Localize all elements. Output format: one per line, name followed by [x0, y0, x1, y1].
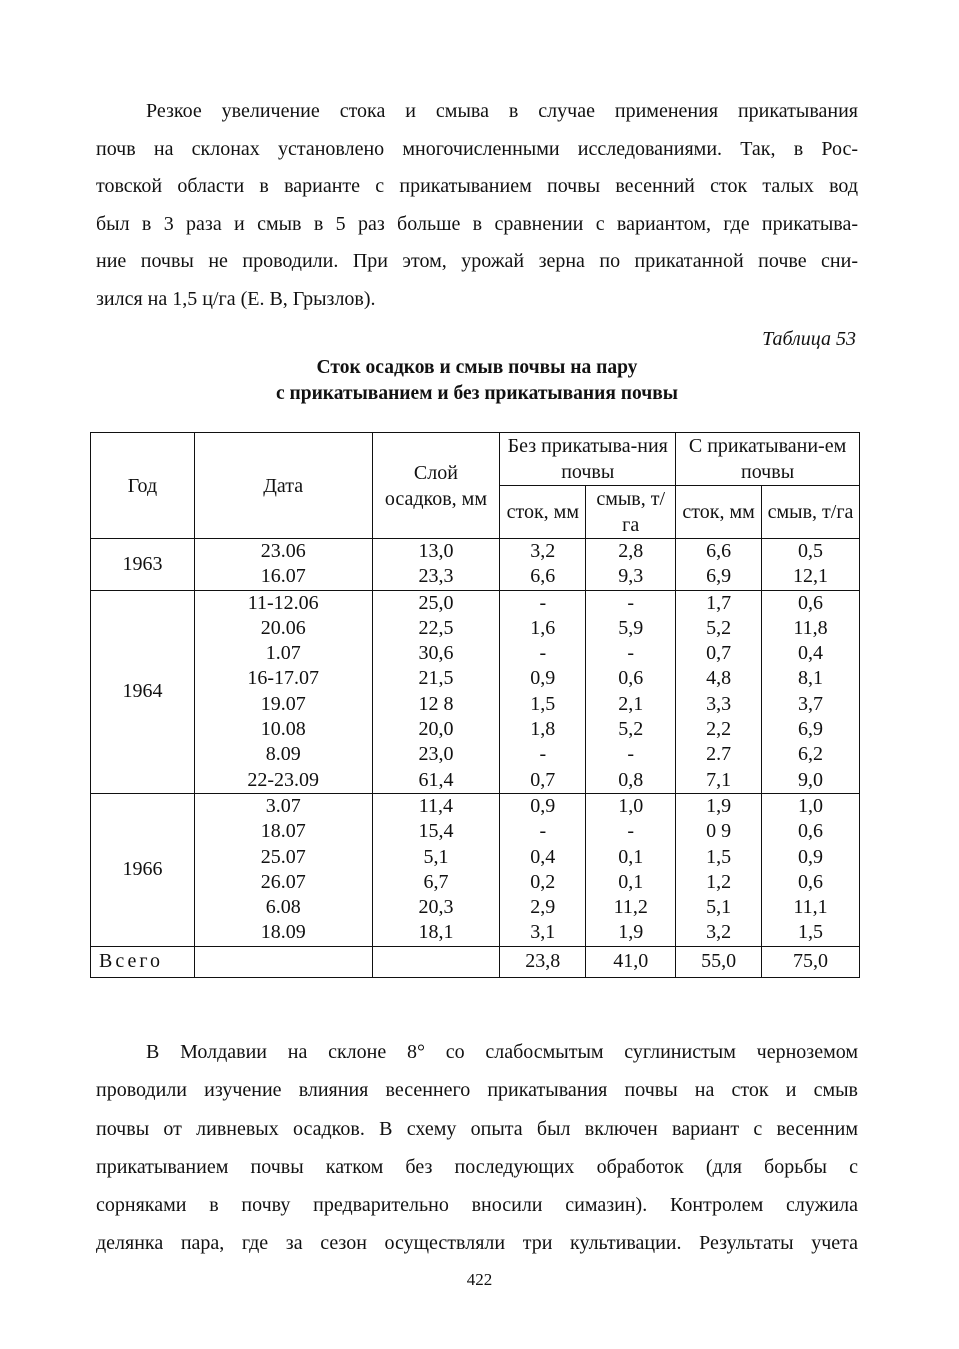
- total-empty: [372, 946, 500, 977]
- paragraph-line: проводили изучение влияния весеннего прикатывания почвы на сток и смыв: [96, 1079, 858, 1102]
- runoff-with-cell: 7,1: [676, 768, 762, 794]
- year-cell: 1966: [91, 793, 195, 946]
- washout-with-cell: 0,6: [762, 590, 860, 616]
- runoff-without-cell: -: [500, 590, 586, 616]
- year-cell: 1963: [91, 539, 195, 591]
- washout-without-cell: 2,1: [586, 692, 676, 717]
- runoff-without-cell: -: [500, 641, 586, 666]
- runoff-without-cell: 1,8: [500, 717, 586, 742]
- paragraph-moldova: [96, 1033, 858, 1263]
- total-washout-without: 41,0: [586, 946, 676, 977]
- date-cell: 1.07: [194, 641, 372, 666]
- runoff-without-cell: 3,2: [500, 539, 586, 565]
- runoff-with-cell: 1,2: [676, 870, 762, 895]
- washout-with-cell: 12,1: [762, 564, 860, 590]
- precip-cell: 61,4: [372, 768, 500, 794]
- runoff-with-cell: 0 9: [676, 819, 762, 844]
- header-runoff-with: сток, мм: [676, 486, 762, 539]
- precip-cell: 23,0: [372, 742, 500, 767]
- washout-with-cell: 9,0: [762, 768, 860, 794]
- precip-cell: 15,4: [372, 819, 500, 844]
- date-cell: 23.06: [194, 539, 372, 565]
- table-label: Таблица 53: [762, 328, 856, 350]
- table-row: [91, 895, 860, 920]
- runoff-without-cell: -: [500, 819, 586, 844]
- header-washout-with: смыв, т/га: [762, 486, 860, 539]
- date-cell: 11-12.06: [194, 590, 372, 616]
- washout-without-cell: -: [586, 819, 676, 844]
- date-cell: 16.07: [194, 564, 372, 590]
- runoff-with-cell: 0,7: [676, 641, 762, 666]
- page-number: 422: [466, 1270, 493, 1289]
- table-row: [91, 742, 860, 767]
- runoff-table: [90, 432, 860, 978]
- table-row: [91, 768, 860, 794]
- date-cell: 3.07: [194, 793, 372, 819]
- paragraph-line: зился на 1,5 ц/га (Е. В, Грызлов).: [96, 287, 376, 310]
- washout-without-cell: -: [586, 641, 676, 666]
- table-row: [91, 920, 860, 946]
- header-washout-without: смыв, т/га: [586, 486, 676, 539]
- table-title: [96, 355, 858, 407]
- washout-without-cell: -: [586, 590, 676, 616]
- header-year: Год: [91, 433, 195, 539]
- table-row: [91, 870, 860, 895]
- runoff-with-cell: 3,3: [676, 692, 762, 717]
- paragraph-line: почвы от ливневых осадков. В схему опыта был включен вариант с весенним: [96, 1117, 858, 1140]
- washout-with-cell: 0,6: [762, 819, 860, 844]
- runoff-with-cell: 5,1: [676, 895, 762, 920]
- date-cell: 18.07: [194, 819, 372, 844]
- runoff-with-cell: 2.7: [676, 742, 762, 767]
- date-cell: 18.09: [194, 920, 372, 946]
- runoff-without-cell: 6,6: [500, 564, 586, 590]
- date-cell: 25.07: [194, 845, 372, 870]
- washout-without-cell: 9,3: [586, 564, 676, 590]
- table-row: [91, 616, 860, 641]
- precip-cell: 11,4: [372, 793, 500, 819]
- washout-with-cell: 6,2: [762, 742, 860, 767]
- table-row: [91, 692, 860, 717]
- table-body: [91, 539, 860, 947]
- year-cell: 1964: [91, 590, 195, 793]
- runoff-without-cell: 0,2: [500, 870, 586, 895]
- runoff-without-cell: 3,1: [500, 920, 586, 946]
- paragraph-line: был в 3 раза и смыв в 5 раз больше в сравнении с вариантом, где прикатыва-: [96, 212, 858, 235]
- washout-with-cell: 6,9: [762, 717, 860, 742]
- runoff-with-cell: 1,5: [676, 845, 762, 870]
- table-row: [91, 845, 860, 870]
- runoff-with-cell: 2,2: [676, 717, 762, 742]
- washout-with-cell: 0,5: [762, 539, 860, 565]
- washout-with-cell: 0,9: [762, 845, 860, 870]
- precip-cell: 25,0: [372, 590, 500, 616]
- washout-without-cell: 2,8: [586, 539, 676, 565]
- header-precip: Слой осадков, мм: [372, 433, 500, 539]
- date-cell: 6.08: [194, 895, 372, 920]
- paragraph-line: В Молдавии на склоне 8° со слабосмытым суглинистым черноземом: [146, 1041, 858, 1063]
- washout-without-cell: 1,0: [586, 793, 676, 819]
- washout-without-cell: 5,2: [586, 717, 676, 742]
- paragraph-line: делянка пара, где за сезон осуществляли три культивации. Результаты учета: [96, 1232, 858, 1255]
- washout-with-cell: 11,1: [762, 895, 860, 920]
- precip-cell: 30,6: [372, 641, 500, 666]
- paragraph-intro: [96, 93, 858, 318]
- paragraph-line: товской области в варианте с прикатыванием почвы весенний сток талых вод: [96, 175, 858, 197]
- washout-without-cell: 0,8: [586, 768, 676, 794]
- total-runoff-without: 23,8: [500, 946, 586, 977]
- washout-without-cell: 0,6: [586, 666, 676, 691]
- total-label: Всего: [91, 946, 195, 977]
- precip-cell: 12 8: [372, 692, 500, 717]
- washout-with-cell: 1,5: [762, 920, 860, 946]
- date-cell: 8.09: [194, 742, 372, 767]
- runoff-with-cell: 6,6: [676, 539, 762, 565]
- washout-without-cell: 1,9: [586, 920, 676, 946]
- precip-cell: 20,3: [372, 895, 500, 920]
- runoff-without-cell: 0,9: [500, 666, 586, 691]
- runoff-without-cell: 0,7: [500, 768, 586, 794]
- table-row: [91, 793, 860, 819]
- date-cell: 22-23.09: [194, 768, 372, 794]
- date-cell: 16-17.07: [194, 666, 372, 691]
- precip-cell: 18,1: [372, 920, 500, 946]
- total-washout-with: 75,0: [762, 946, 860, 977]
- total-runoff-with: 55,0: [676, 946, 762, 977]
- table-row: [91, 819, 860, 844]
- table-title-line: с прикатыванием и без прикатывания почвы: [275, 383, 679, 404]
- precip-cell: 20,0: [372, 717, 500, 742]
- header-group-with: С прикатывани-ем почвы: [676, 433, 860, 486]
- washout-without-cell: 0,1: [586, 845, 676, 870]
- washout-with-cell: 11,8: [762, 616, 860, 641]
- runoff-without-cell: 1,5: [500, 692, 586, 717]
- date-cell: 26.07: [194, 870, 372, 895]
- washout-with-cell: 8,1: [762, 666, 860, 691]
- table-title-line: Сток осадков и смыв почвы на пару: [316, 357, 638, 378]
- runoff-with-cell: 6,9: [676, 564, 762, 590]
- runoff-with-cell: 5,2: [676, 616, 762, 641]
- runoff-with-cell: 3,2: [676, 920, 762, 946]
- washout-without-cell: 5,9: [586, 616, 676, 641]
- precip-cell: 5,1: [372, 845, 500, 870]
- washout-with-cell: 1,0: [762, 793, 860, 819]
- paragraph-line: сорняками в почву предварительно вносили симазин). Контролем служила: [96, 1194, 858, 1217]
- paragraph-line: почв на склонах установлено многочисленными исследованиями. Так, в Рос-: [96, 137, 858, 160]
- washout-without-cell: 0,1: [586, 870, 676, 895]
- runoff-without-cell: 1,6: [500, 616, 586, 641]
- washout-without-cell: -: [586, 742, 676, 767]
- runoff-with-cell: 1,7: [676, 590, 762, 616]
- precip-cell: 22,5: [372, 616, 500, 641]
- header-group-without: Без прикатыва-ния почвы: [500, 433, 676, 486]
- washout-without-cell: 11,2: [586, 895, 676, 920]
- washout-with-cell: 0,4: [762, 641, 860, 666]
- runoff-without-cell: 0,4: [500, 845, 586, 870]
- runoff-without-cell: -: [500, 742, 586, 767]
- washout-with-cell: 0,6: [762, 870, 860, 895]
- paragraph-line: Резкое увеличение стока и смыва в случае применения прикатывания: [146, 100, 858, 122]
- table-row: [91, 641, 860, 666]
- precip-cell: 13,0: [372, 539, 500, 565]
- total-row: [91, 946, 860, 977]
- runoff-with-cell: 4,8: [676, 666, 762, 691]
- runoff-without-cell: 0,9: [500, 793, 586, 819]
- washout-with-cell: 3,7: [762, 692, 860, 717]
- total-empty: [194, 946, 372, 977]
- header-runoff-without: сток, мм: [500, 486, 586, 539]
- table-row: [91, 564, 860, 590]
- runoff-without-cell: 2,9: [500, 895, 586, 920]
- table-row: [91, 666, 860, 691]
- precip-cell: 6,7: [372, 870, 500, 895]
- date-cell: 20.06: [194, 616, 372, 641]
- table-row: [91, 539, 860, 565]
- table-row: [91, 590, 860, 616]
- table-row: [91, 717, 860, 742]
- date-cell: 19.07: [194, 692, 372, 717]
- paragraph-line: ние почвы не проводили. При этом, урожай зерна по прикатанной почве сни-: [96, 250, 858, 272]
- paragraph-line: прикатыванием почвы катком без последующих обработок (для борьбы с: [96, 1155, 858, 1178]
- runoff-with-cell: 1,9: [676, 793, 762, 819]
- header-date: Дата: [194, 433, 372, 539]
- precip-cell: 23,3: [372, 564, 500, 590]
- precip-cell: 21,5: [372, 666, 500, 691]
- date-cell: 10.08: [194, 717, 372, 742]
